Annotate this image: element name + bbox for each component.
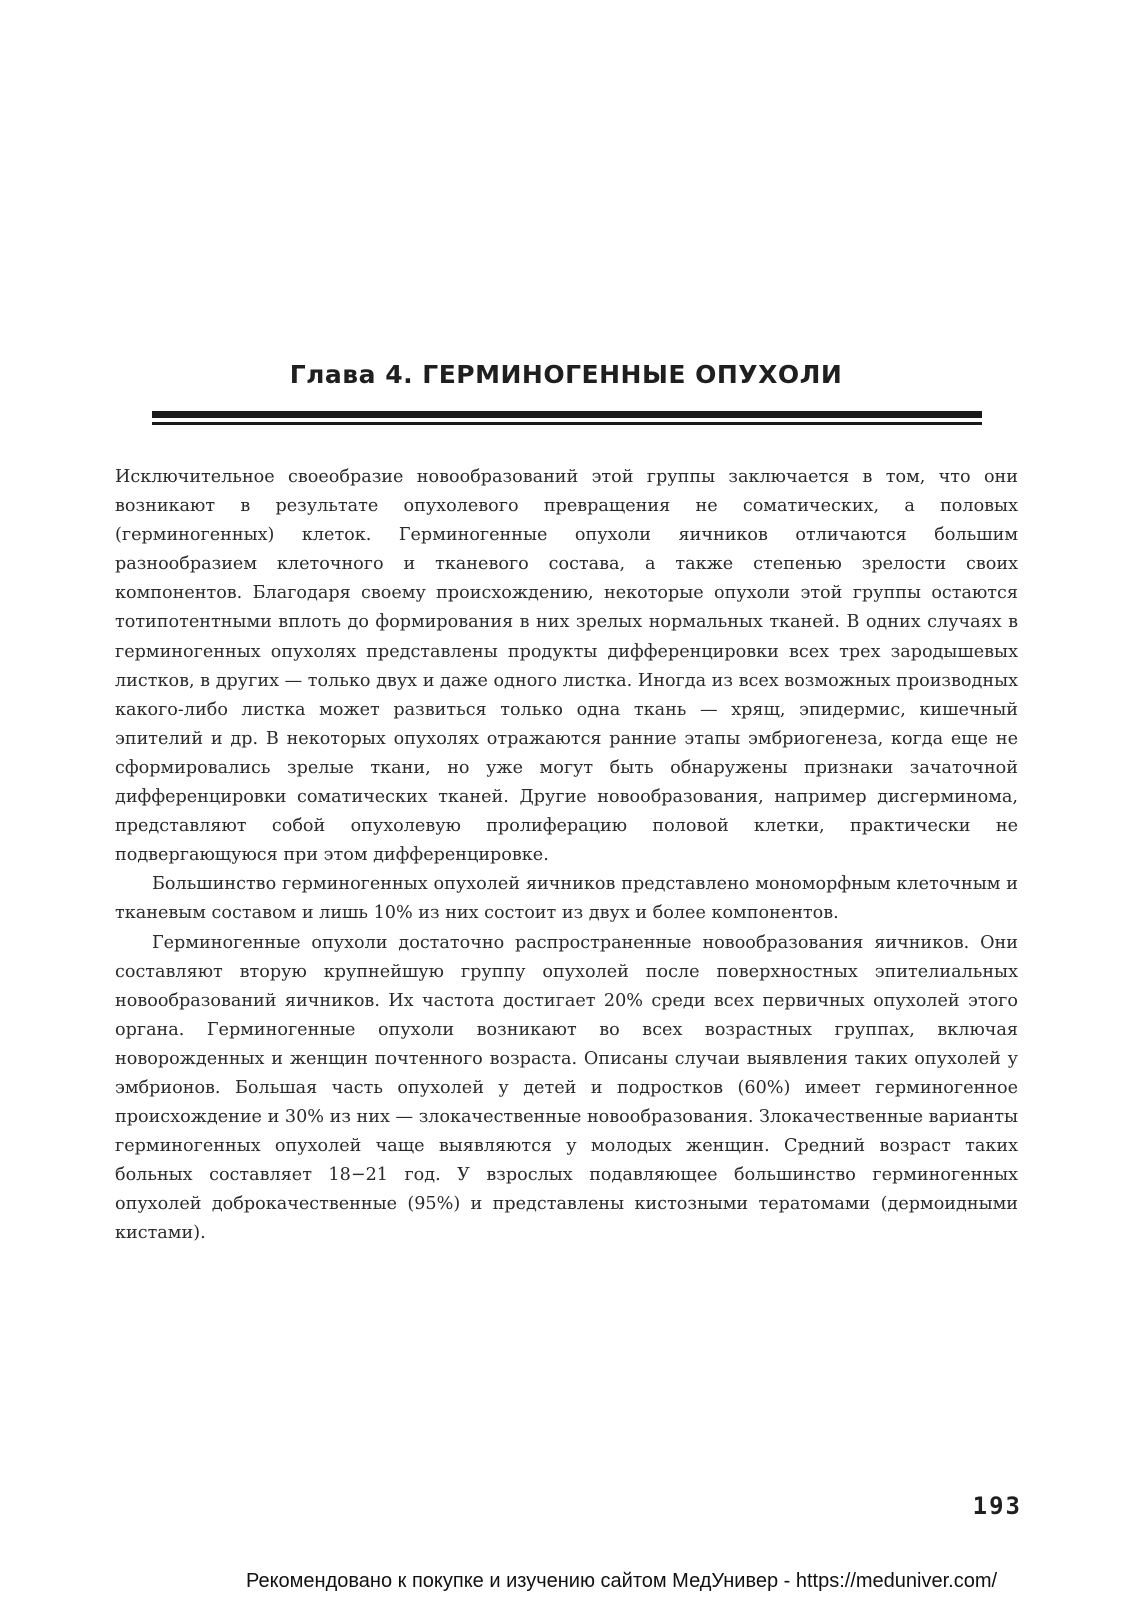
paragraph-1: Исключительное своеобразие новообразований этой группы заключается в том, что они возникают в результате опухолевого превращения не соматических, а половых (герминогенных) клеток. Герминогенные опухоли яичников отличаются большим разнообразием клеточного и тканевого состава, а также степенью зрелости своих компонентов. Благодаря своему происхождению, некоторые опухоли этой группы остаются тотипотентными вплоть до формирования в них зрелых нормальных тканей. В одних случаях в герминогенных опухолях представлены продукты дифференцировки всех трех зародышевых листков, в других — только двух и даже одного листка. Иногда из всех возможных производных какого-либо листка может развиться только одна ткань — хрящ, эпидермис, кишечный эпителий и др. В некоторых опухолях отражаются ранние этапы эмбриогенеза, когда еще не сформировались зрелые ткани, но уже могут быть обнаружены признаки зачаточной дифференцировки соматических тканей. Другие новообразования, например дисгерминома, представляют собой опухолевую пролиферацию половой клетки, практически не подвергающуюся при этом дифференцировке. — [115, 467, 1018, 866]
title-rule-thin — [152, 422, 982, 425]
body-text — [115, 463, 1018, 1249]
footer-note: Рекомендовано к покупке и изучению сайтом МедУнивер - https://meduniver.com/ — [246, 1570, 998, 1592]
title-rule-thick — [152, 411, 982, 418]
page-number: 193 — [972, 1492, 1022, 1520]
chapter-title: Глава 4. ГЕРМИНОГЕННЫЕ ОПУХОЛИ — [289, 360, 843, 389]
paragraph-3: Герминогенные опухоли достаточно распространенные новообразования яичников. Они составляют вторую крупнейшую группу опухолей после поверхностных эпителиальных новообразований яичников. Их частота достигает 20% среди всех первичных опухолей этого органа. Герминогенные опухоли возникают во всех возрастных группах, включая новорожденных и женщин почтенного возраста. Описаны случаи выявления таких опухолей у эмбрионов. Большая часть опухолей у детей и подростков (60%) имеет герминогенное происхождение и 30% из них — злокачественные новообразования. Злокачественные варианты герминогенных опухолей чаще выявляются у молодых женщин. Средний возраст таких больных составляет 18−21 год. У взрослых подавляющее большинство герминогенных опухолей доброкачественные (95%) и представлены кистозными тератомами (дермоидными кистами). — [115, 932, 1018, 1244]
paragraph-2: Большинство герминогенных опухолей яичников представлено мономорфным клеточным и тканевым составом и лишь 10% из них состоит из двух и более компонентов. — [115, 874, 1018, 924]
